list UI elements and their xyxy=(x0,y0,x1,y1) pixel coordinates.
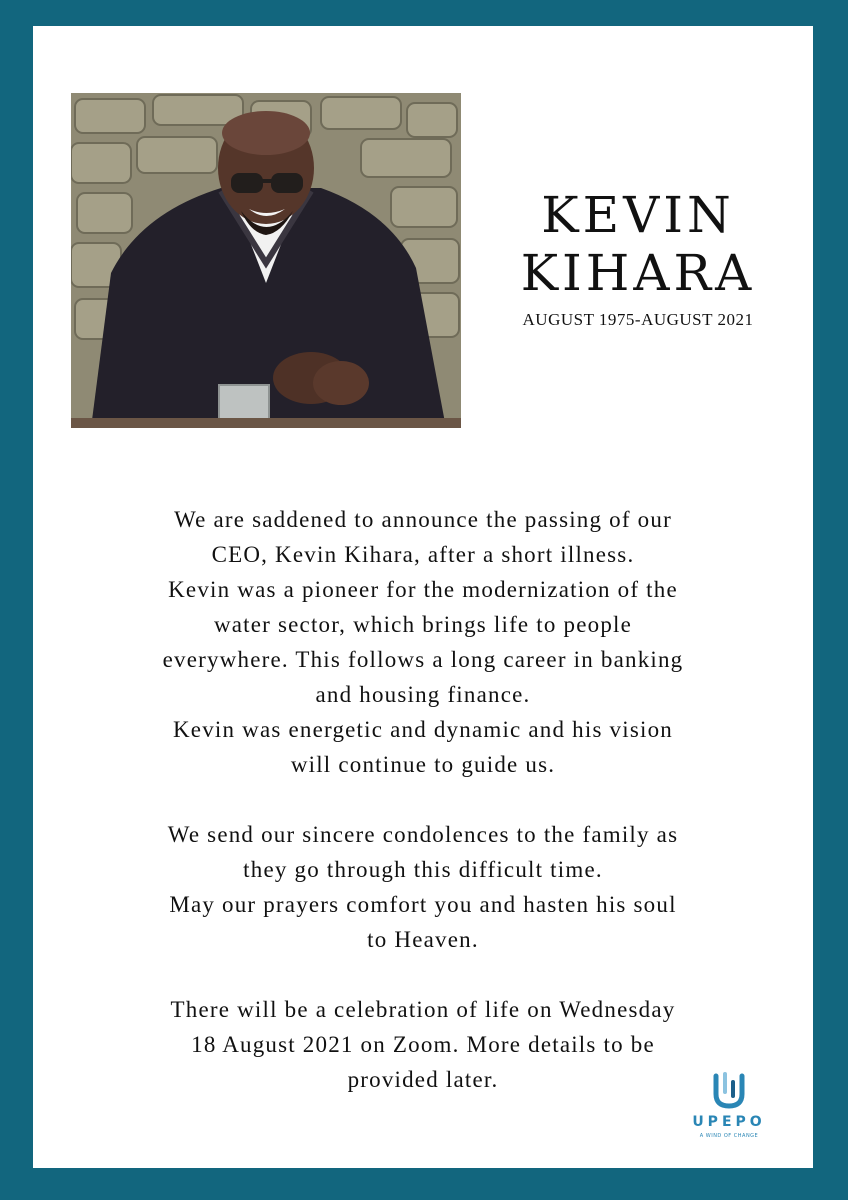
message-line: will continue to guide us. xyxy=(290,752,556,777)
message-line: May our prayers comfort you and hasten his soul xyxy=(169,892,677,917)
portrait-photo xyxy=(71,93,461,428)
message-line: to Heaven. xyxy=(367,927,479,952)
portrait-illustration xyxy=(71,93,461,428)
life-dates: AUGUST 1975-AUGUST 2021 xyxy=(522,310,754,329)
message-line: CEO, Kevin Kihara, after a short illness. xyxy=(211,542,635,567)
paragraph-gap xyxy=(33,782,813,817)
message-line: 18 August 2021 on Zoom. More details to be xyxy=(191,1032,655,1057)
message-line: they go through this difficult time. xyxy=(243,857,603,882)
message-line: everywhere. This follows a long career in banking xyxy=(162,647,684,672)
message-line: We send our sincere condolences to the family as xyxy=(167,822,679,847)
message-line: There will be a celebration of life on Wednesday xyxy=(170,997,676,1022)
wind-u-icon xyxy=(712,1072,746,1110)
logo-wordmark: UPEPO xyxy=(692,1114,766,1130)
message-line: provided later. xyxy=(347,1067,499,1092)
name-block xyxy=(493,186,783,330)
upepo-logo xyxy=(669,1072,789,1139)
message-line: and housing finance. xyxy=(315,682,531,707)
announcement-message xyxy=(33,502,813,1097)
logo-tagline: A WIND OF CHANGE xyxy=(699,1133,759,1139)
message-line: We are saddened to announce the passing of our xyxy=(174,507,672,532)
memorial-card xyxy=(33,26,813,1168)
message-line: Kevin was a pioneer for the modernization of the xyxy=(168,577,678,602)
first-name: KEVIN xyxy=(541,186,735,244)
paragraph-gap xyxy=(33,957,813,992)
last-name: KIHARA xyxy=(520,244,756,302)
message-line: water sector, which brings life to people xyxy=(213,612,633,637)
message-line: Kevin was energetic and dynamic and his vision xyxy=(173,717,673,742)
